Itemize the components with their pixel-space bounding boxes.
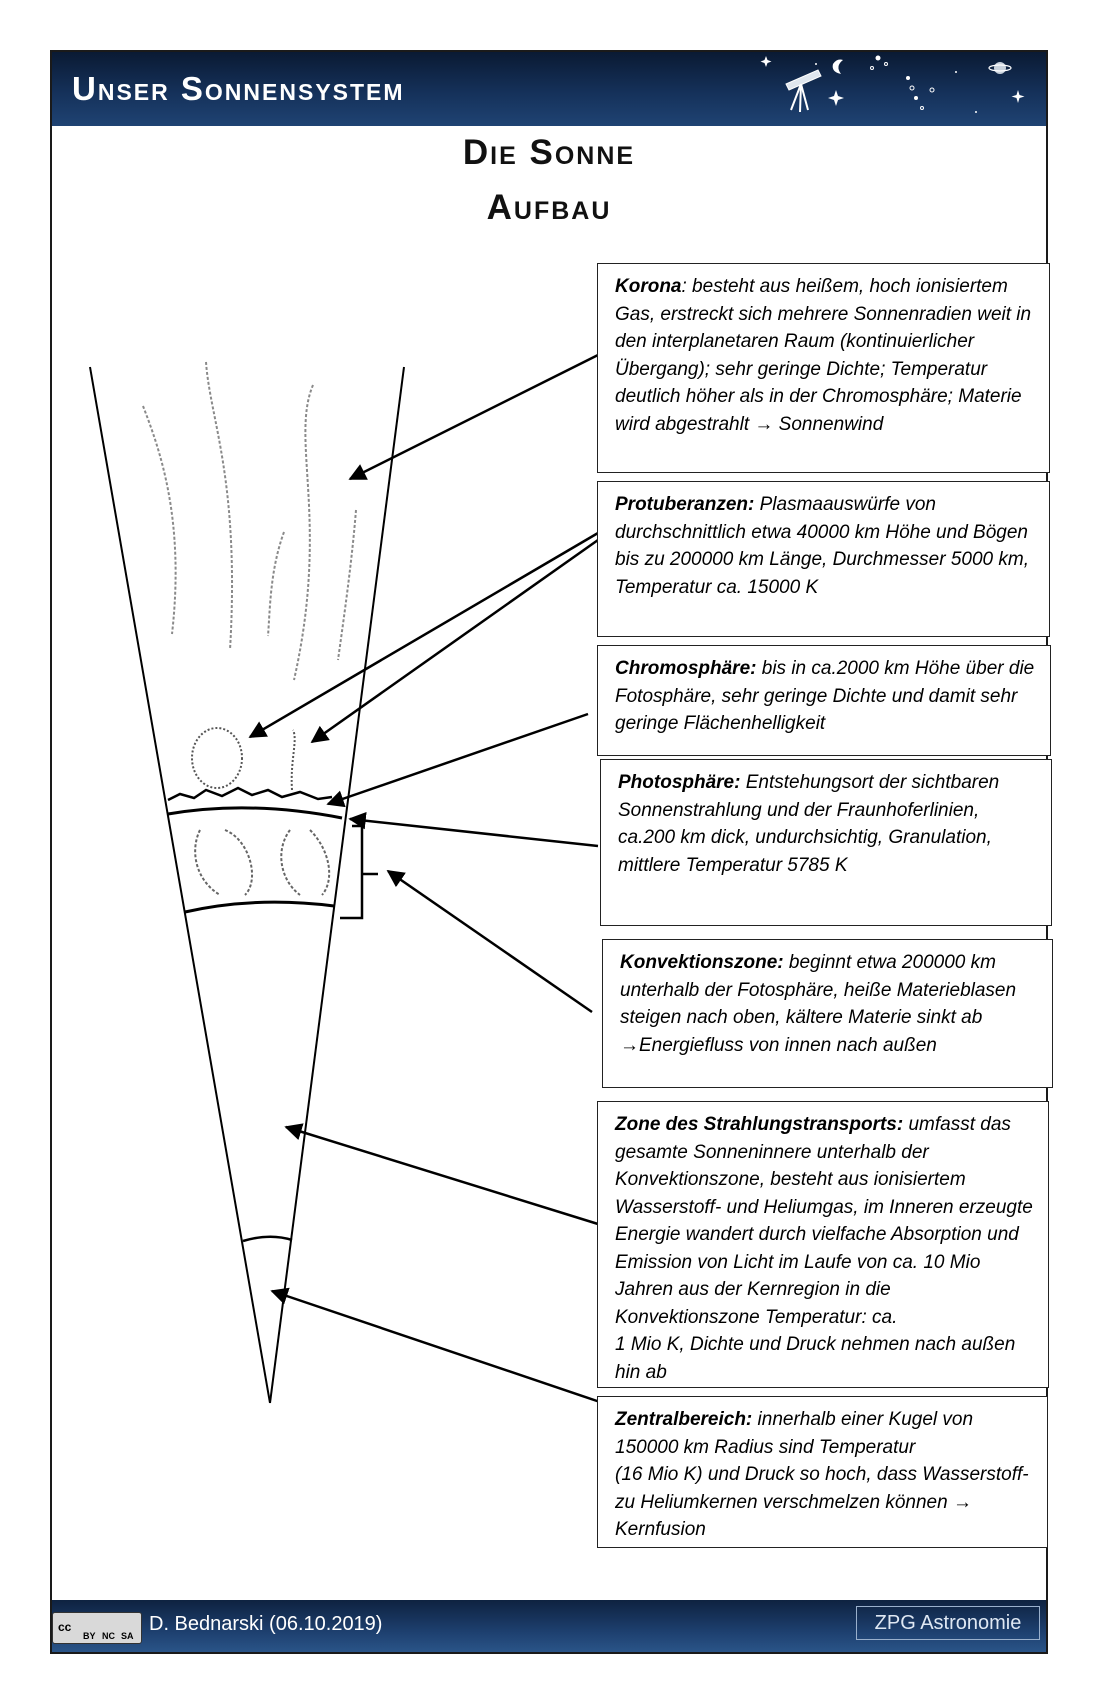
desc-korona: : besteht aus heißem, hoch ionisiertem Gas, erstreckt sich mehrere Sonnenradien weit in den interplanetaren Raum (kontinuierlicher Übergang); sehr geringe Dichte; Temperatur deutlich höher als in der Chromosphäre; Materie wird abgestrahlt → Sonnenwind (615, 276, 1032, 435)
desc-strahlungszone-2: 1 Mio K, Dichte und Druck nehmen nach außen hin ab (615, 1334, 1016, 1383)
chromosphere-edge (168, 788, 332, 800)
convection-bracket (340, 826, 378, 918)
desc-protuberanzen: Plasmaauswürfe von durchschnittlich etwa 40000 km Höhe und Bögen bis zu 200000 km Länge, Durchmesser 5000 km, Temperatur ca. 15000 K (615, 494, 1029, 598)
footer-author: D. Bednarski (06.10.2019) (149, 1613, 383, 1635)
cc-sa: SA (121, 1631, 134, 1641)
desc-chromosphaere: bis in ca.2000 km Höhe über die Fotosphäre, sehr geringe Dichte und damit sehr geringe Flächenhelligkeit (615, 658, 1035, 734)
footer-brand: ZPG Astronomie (856, 1606, 1040, 1640)
desc-zentralbereich-2: (16 Mio K) und Druck so hoch, dass Wasserstoff- zu Heliumkernen verschmelzen können → Kernfusion (615, 1464, 1029, 1540)
cone-outline (90, 367, 404, 1403)
cc-license-badge (52, 1612, 142, 1644)
info-box-konvektionszone (602, 939, 1053, 1088)
desc-strahlungszone: umfasst das gesamte Sonneninnere unterhalb der Konvektionszone, besteht aus ionisiertem Wasserstoff- und Heliumgas, im Inneren erzeugte Energie wandert durch vielfache Absorption und Emission von Licht im Laufe von ca. 10 Mio Jahren aus der Kernregion in die Konvektionszone Temperatur: ca. (615, 1114, 1033, 1328)
term-protuberanzen: Protuberanzen: (615, 494, 755, 515)
term-korona: Korona (615, 276, 682, 297)
info-box-strahlungszone (597, 1101, 1049, 1388)
info-box-korona (597, 263, 1050, 473)
cc-label: cc (58, 1620, 72, 1634)
pointer-arrows (250, 355, 600, 1402)
info-box-chromosphaere (597, 645, 1051, 756)
term-zentralbereich: Zentralbereich: (615, 1409, 753, 1430)
convection-arrows (195, 830, 329, 895)
term-konvektionszone: Konvektionszone: (620, 952, 784, 973)
desc-konvektionszone: beginnt etwa 200000 km unterhalb der Fotosphäre, heiße Materieblasen steigen nach oben, kältere Materie sinkt ab →Energiefluss von innen nach außen (620, 952, 1017, 1056)
header-title: Unser Sonnensystem (72, 70, 405, 107)
prominence-loops (192, 728, 295, 790)
desc-zentralbereich: innerhalb einer Kugel von 150000 km Radius sind Temperatur (615, 1409, 974, 1458)
page-title: Die Sonne (462, 133, 636, 172)
term-photosphaere: Photosphäre: (618, 772, 741, 793)
page-subtitle: Aufbau (486, 188, 612, 227)
info-box-protuberanzen (597, 481, 1050, 637)
info-box-zentralbereich (597, 1396, 1048, 1548)
cc-by: BY (83, 1631, 96, 1641)
cc-nc: NC (102, 1631, 115, 1641)
desc-photosphaere: Entstehungsort der sichtbaren Sonnenstrahlung und der Fraunhoferlinien, ca.200 km dick, undurchsichtig, Granulation, mittlere Temperatur 5785 K (618, 772, 1000, 876)
info-box-photosphaere (600, 759, 1052, 926)
photosphere-line (168, 808, 342, 818)
term-chromosphaere: Chromosphäre: (615, 658, 757, 679)
convection-bottom-line (185, 902, 334, 912)
term-strahlungszone: Zone des Strahlungstransports: (615, 1114, 904, 1135)
corona-wisps (143, 362, 356, 680)
page-footer (52, 1600, 1046, 1652)
core-arc (243, 1237, 292, 1241)
